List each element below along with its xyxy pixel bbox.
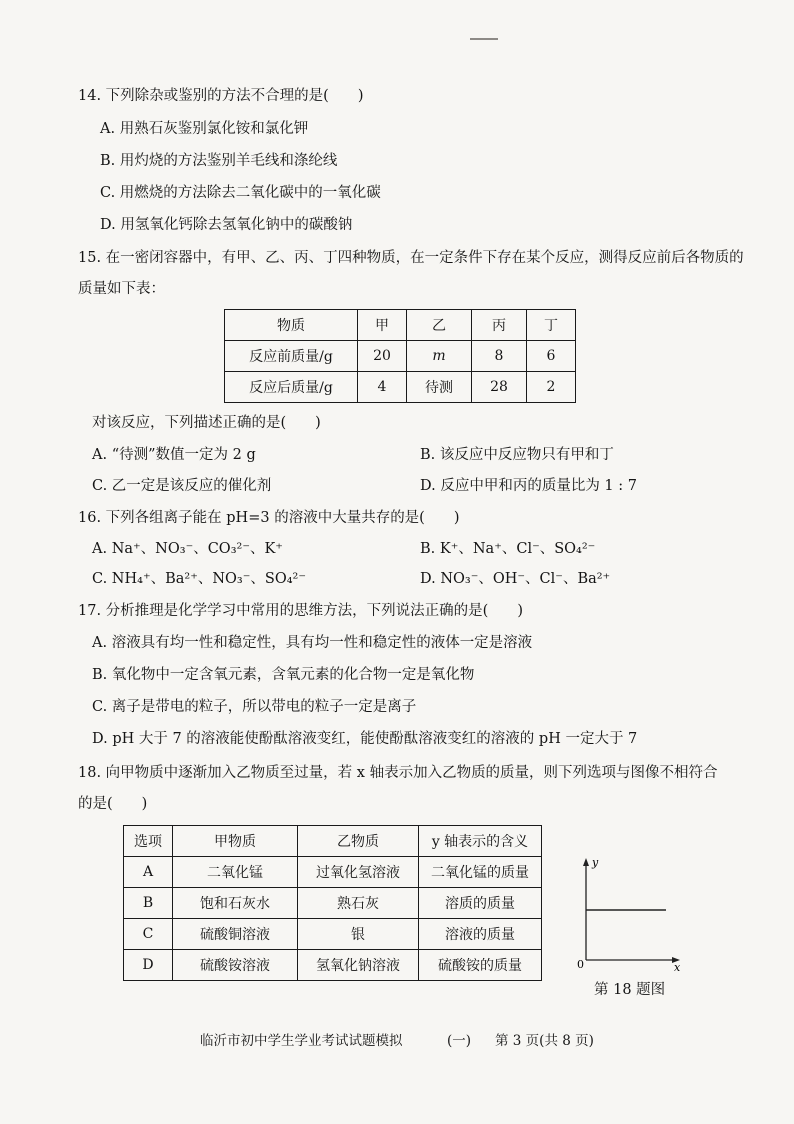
q14-option-c: C. 用燃烧的方法除去二氧化碳中的一氧化碳 bbox=[100, 185, 381, 201]
q18-graph bbox=[570, 850, 690, 975]
table-row bbox=[124, 888, 542, 919]
q14-option-b: B. 用灼烧的方法鉴别羊毛线和涤纶线 bbox=[100, 153, 338, 169]
table-cell: 硫酸铜溶液 bbox=[173, 919, 298, 950]
table-cell: 二氧化锰的质量 bbox=[419, 857, 542, 888]
q17-option-d: D. pH 大于 7 的溶液能使酚酞溶液变红，能使酚酞溶液变红的溶液的 pH 一定大于 7 bbox=[92, 731, 638, 747]
q14-option-a: A. 用熟石灰鉴别氯化铵和氯化钾 bbox=[100, 121, 309, 137]
table-cell: 20 bbox=[358, 341, 407, 372]
q14-option-d: D. 用氢氧化钙除去氢氧化钠中的碳酸钠 bbox=[100, 217, 353, 233]
table-cell: 溶液的质量 bbox=[419, 919, 542, 950]
q17-option-c: C. 离子是带电的粒子，所以带电的粒子一定是离子 bbox=[92, 699, 417, 715]
q17-option-a: A. 溶液具有均一性和稳定性，具有均一性和稳定性的液体一定是溶液 bbox=[92, 635, 533, 651]
q14-stem: 14. 下列除杂或鉴别的方法不合理的是( ) bbox=[78, 88, 364, 104]
q15-option-d: D. 反应中甲和丙的质量比为 1 : 7 bbox=[420, 478, 637, 494]
table-cell: A bbox=[124, 857, 173, 888]
table-row bbox=[124, 857, 542, 888]
q15-option-a: A. “待测”数值一定为 2 g bbox=[92, 447, 256, 463]
table-cell: 2 bbox=[527, 372, 576, 403]
q15-stem-line1: 15. 在一密闭容器中，有甲、乙、丙、丁四种物质，在一定条件下存在某个反应，测得反应前后各物质的 bbox=[78, 250, 744, 266]
q18-stem-line2: 的是( ) bbox=[78, 796, 148, 812]
footer-exam-title: 临沂市初中学生学业考试试题模拟 bbox=[200, 1033, 403, 1049]
table-cell: 乙 bbox=[407, 310, 472, 341]
q16-option-b: B. K⁺、Na⁺、Cl⁻、SO₄²⁻ bbox=[420, 541, 596, 557]
origin-label: 0 bbox=[577, 958, 584, 971]
q16-option-a: A. Na⁺、NO₃⁻、CO₃²⁻、K⁺ bbox=[92, 541, 283, 557]
table-cell: 银 bbox=[298, 919, 419, 950]
table-cell: 氢氧化钠溶液 bbox=[298, 950, 419, 981]
table-cell: D bbox=[124, 950, 173, 981]
q18-options-table bbox=[123, 825, 542, 981]
table-cell: 反应后质量/g bbox=[225, 372, 358, 403]
table-cell: 物质 bbox=[225, 310, 358, 341]
q16-option-c: C. NH₄⁺、Ba²⁺、NO₃⁻、SO₄²⁻ bbox=[92, 571, 307, 587]
table-cell: 熟石灰 bbox=[298, 888, 419, 919]
footer-series: (一) bbox=[447, 1033, 472, 1049]
table-cell: C bbox=[124, 919, 173, 950]
q18-graph-caption: 第 18 题图 bbox=[594, 982, 666, 998]
table-cell: 丁 bbox=[527, 310, 576, 341]
table-cell: 甲 bbox=[358, 310, 407, 341]
q15-option-c: C. 乙一定是该反应的催化剂 bbox=[92, 478, 272, 494]
table-cell: 4 bbox=[358, 372, 407, 403]
table-cell: 甲物质 bbox=[173, 826, 298, 857]
table-cell: 6 bbox=[527, 341, 576, 372]
footer-page-number: 第 3 页(共 8 页) bbox=[495, 1033, 594, 1049]
q15-option-b: B. 该反应中反应物只有甲和丁 bbox=[420, 447, 614, 463]
table-cell: 二氧化锰 bbox=[173, 857, 298, 888]
table-cell: 硫酸铵溶液 bbox=[173, 950, 298, 981]
q16-option-d: D. NO₃⁻、OH⁻、Cl⁻、Ba²⁺ bbox=[420, 571, 611, 587]
table-cell: 8 bbox=[472, 341, 527, 372]
q15-question: 对该反应，下列描述正确的是( ) bbox=[92, 415, 321, 431]
q18-stem-line1: 18. 向甲物质中逐渐加入乙物质至过量，若 x 轴表示加入乙物质的质量，则下列选项与图像不相符合 bbox=[78, 765, 718, 781]
table-cell: 乙物质 bbox=[298, 826, 419, 857]
table-cell: 28 bbox=[472, 372, 527, 403]
table-cell: 待测 bbox=[407, 372, 472, 403]
table-row bbox=[225, 372, 576, 403]
table-cell: 丙 bbox=[472, 310, 527, 341]
table-cell: m bbox=[407, 341, 472, 372]
table-cell: y 轴表示的含义 bbox=[419, 826, 542, 857]
table-cell: 溶质的质量 bbox=[419, 888, 542, 919]
table-cell: 过氧化氢溶液 bbox=[298, 857, 419, 888]
table-header-row bbox=[225, 310, 576, 341]
scan-mark bbox=[470, 38, 498, 40]
y-axis-arrow bbox=[583, 858, 589, 866]
q15-stem-line2: 质量如下表： bbox=[78, 281, 165, 297]
table-header-row bbox=[124, 826, 542, 857]
table-cell: B bbox=[124, 888, 173, 919]
q16-stem: 16. 下列各组离子能在 pH=3 的溶液中大量共存的是( ) bbox=[78, 510, 460, 526]
table-row bbox=[225, 341, 576, 372]
x-axis-label: x bbox=[674, 961, 681, 974]
table-cell: 饱和石灰水 bbox=[173, 888, 298, 919]
table-cell: 硫酸铵的质量 bbox=[419, 950, 542, 981]
q17-option-b: B. 氧化物中一定含氧元素，含氧元素的化合物一定是氧化物 bbox=[92, 667, 475, 683]
table-row bbox=[124, 919, 542, 950]
table-cell: 反应前质量/g bbox=[225, 341, 358, 372]
q17-stem: 17. 分析推理是化学学习中常用的思维方法，下列说法正确的是( ) bbox=[78, 603, 523, 619]
y-axis-label: y bbox=[592, 856, 599, 869]
table-row bbox=[124, 950, 542, 981]
q15-mass-table bbox=[224, 309, 576, 403]
table-cell: 选项 bbox=[124, 826, 173, 857]
